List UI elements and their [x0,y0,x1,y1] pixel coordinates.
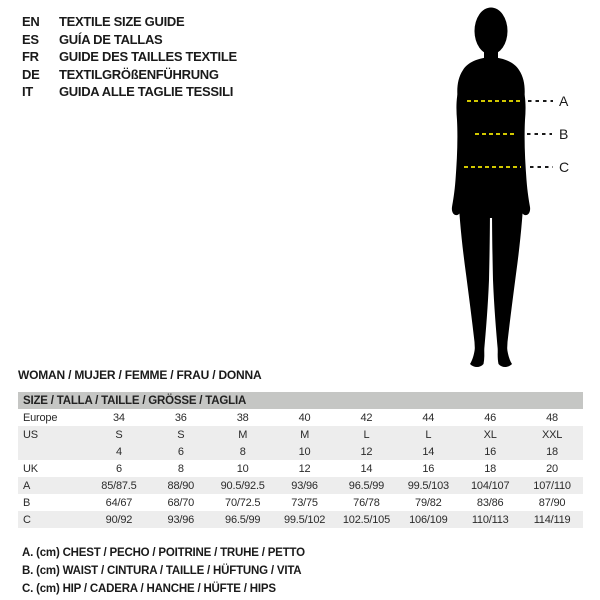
row-label [18,443,88,460]
size-cell: 6 [115,462,122,475]
size-cell: 99.5/102 [283,513,326,526]
size-cell: 96.5/99 [225,513,261,526]
size-table-body [18,409,583,528]
size-cell: 76/78 [353,496,380,509]
lang-code: EN [22,14,40,29]
lang-code: IT [22,84,33,100]
marker-label-c: C [559,159,570,175]
table-row [18,460,583,477]
size-cell: 12 [298,462,311,475]
size-cell: 18 [484,462,497,475]
marker-label-a: A [559,93,569,109]
size-cell: 38 [236,411,249,424]
size-cell: 14 [422,445,435,458]
size-cell: 46 [484,411,497,424]
size-cell: 93/96 [291,479,318,492]
row-label: C [23,513,31,526]
size-cell: 79/82 [415,496,442,509]
row-label: Europe [23,411,58,424]
size-cell: 106/109 [409,513,448,526]
size-cell: 73/75 [291,496,318,509]
size-cell: 107/110 [533,479,571,492]
size-cell: M [300,428,310,441]
marker-label-b: B [559,126,569,142]
lang-code: DE [22,66,40,82]
size-cell: 10 [298,445,311,458]
lang-title: GUIDE DES TAILLES TEXTILE [59,49,237,65]
size-cell: 12 [360,445,373,458]
size-cell: 83/86 [476,496,504,509]
size-cell: 42 [360,411,373,424]
note-chest: A. (cm) CHEST / PECHO / POITRINE / TRUHE / PETTO [22,547,305,559]
measurement-figure [420,0,580,378]
table-row [18,477,583,494]
size-cell: 68/70 [167,496,195,509]
lang-row-es [22,31,237,49]
size-table [18,392,583,528]
size-cell: M [238,428,248,441]
size-cell: 114/119 [533,513,571,526]
table-row [18,443,583,460]
size-cell: 104/107 [471,479,510,492]
table-row [18,426,583,443]
size-cell: 87/90 [538,496,566,509]
size-cell: 90/92 [105,513,133,526]
table-row [18,409,583,426]
measurement-notes [22,544,305,599]
size-cell: 20 [546,462,558,475]
lang-row-en [22,13,237,31]
note-waist: B. (cm) WAIST / CINTURA / TAILLE / HÜFTUNG / VITA [22,565,302,578]
size-cell: XXL [541,428,563,441]
size-table-header-row [18,392,583,409]
size-cell: 40 [298,411,311,424]
size-cell: 6 [177,445,184,458]
row-label: UK [23,462,38,475]
size-cell: 8 [177,462,184,475]
size-cell: 70/72.5 [225,496,261,509]
lang-row-it [22,83,237,101]
size-table-header: SIZE / TALLA / TAILLE / GRÖSSE / TAGLIA [18,392,583,409]
size-cell: 99.5/103 [407,479,449,492]
size-cell: 90.5/92.5 [220,479,265,492]
size-cell: S [177,428,185,441]
lang-code: ES [22,31,39,47]
size-cell: S [115,428,123,441]
size-cell: 48 [546,411,558,424]
size-cell: 110/113 [471,513,509,526]
size-cell: 4 [115,445,122,458]
lang-code: FR [22,49,39,65]
lang-title: TEXTILE SIZE GUIDE [59,14,185,29]
lang-row-de [22,66,237,84]
note-hip: C. (cm) HIP / CADERA / HANCHE / HÜFTE / HIPS [22,583,276,596]
size-cell: 96.5/99 [348,479,385,492]
size-cell: 88/90 [167,479,195,492]
woman-silhouette-icon [420,0,580,378]
size-cell: 93/96 [167,513,195,526]
size-cell: 8 [239,445,246,458]
lang-row-fr [22,48,237,66]
size-cell: 16 [484,445,497,458]
size-cell: 102.5/105 [342,513,390,526]
size-cell: 14 [360,462,373,475]
size-cell: L [363,428,370,441]
size-cell: 36 [174,411,187,424]
size-cell: L [425,428,432,441]
lang-title: GUÍA DE TALLAS [59,31,163,47]
lang-title: TEXTILGRÖßENFÜHRUNG [59,66,219,82]
size-cell: 18 [546,445,558,458]
section-title-woman: WOMAN / MUJER / FEMME / FRAU / DONNA [18,368,262,382]
lang-title: GUIDA ALLE TAGLIE TESSILI [59,84,234,100]
table-row [18,494,583,511]
size-cell: XL [483,428,497,441]
row-label: A [23,479,31,492]
size-cell: 64/67 [105,496,133,509]
size-cell: 44 [422,411,435,424]
size-cell: 16 [422,462,435,475]
language-title-block [22,13,237,101]
row-label: US [23,428,38,441]
size-cell: 85/87.5 [101,479,137,492]
table-row [18,511,583,528]
size-cell: 10 [236,462,249,475]
row-label: B [23,496,31,509]
size-cell: 34 [113,411,125,424]
